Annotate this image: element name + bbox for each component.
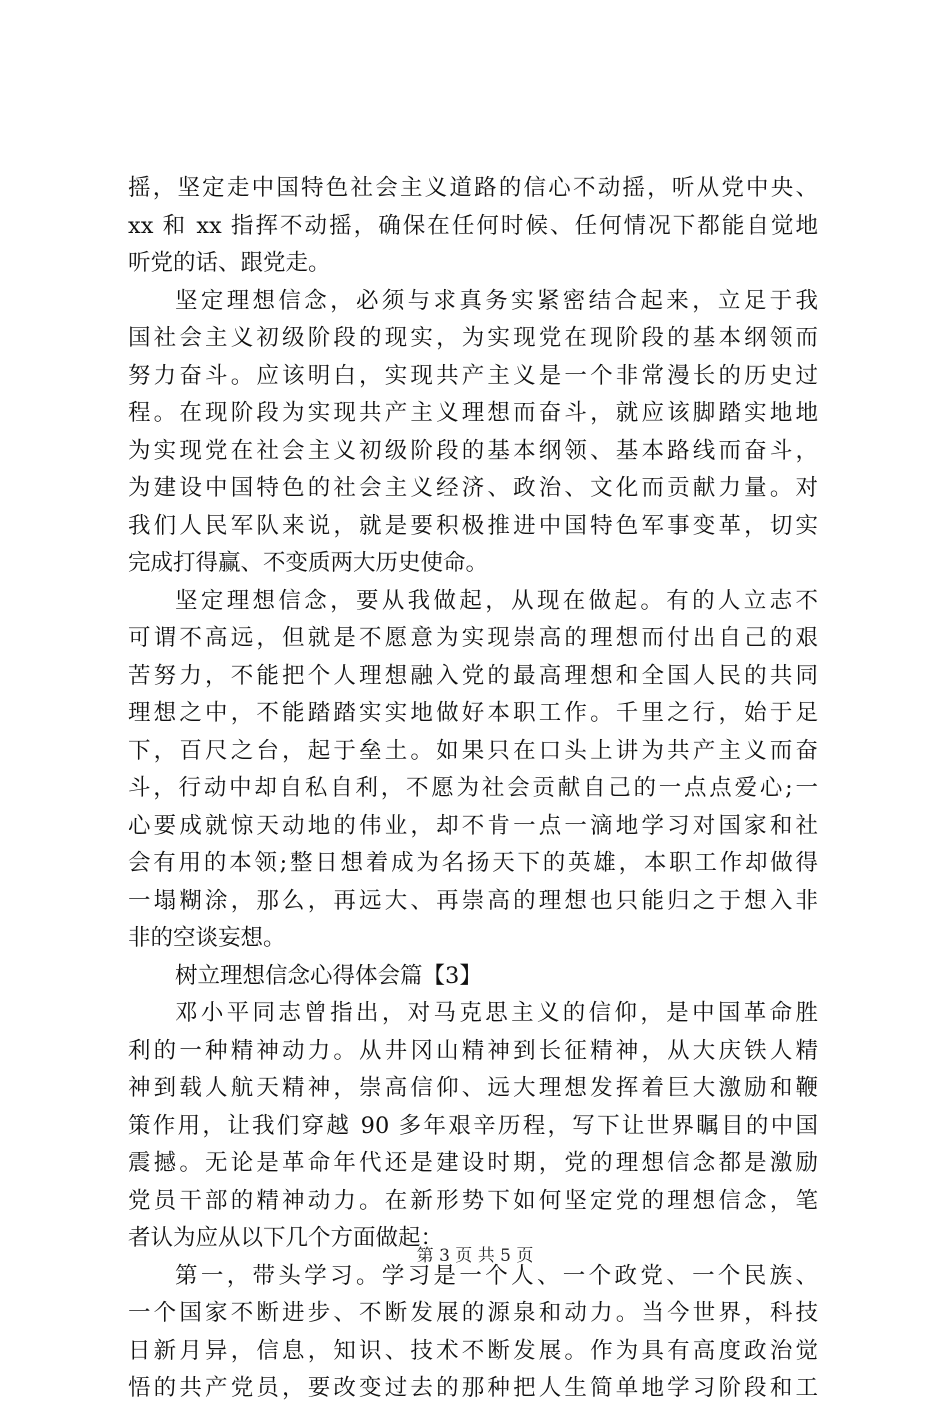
text-line: 理想之中，不能踏踏实实地做好本职工作。千里之行，始于足 bbox=[128, 700, 818, 726]
text-line: 听党的话、跟党走。 bbox=[128, 250, 331, 276]
text-line: 为建设中国特色的社会主义经济、政治、文化而贡献力量。对 bbox=[128, 475, 818, 501]
text-line: 利的一种精神动力。从井冈山精神到长征精神，从大庆铁人精 bbox=[128, 1037, 818, 1064]
text-line: 非的空谈妄想。 bbox=[128, 925, 286, 951]
text-line: 国社会主义初级阶段的现实，为实现党在现阶段的基本纲领而 bbox=[128, 325, 818, 351]
text-line: 会有用的本领;整日想着成为名扬天下的英雄，本职工作却做得 bbox=[128, 850, 818, 876]
page-footer: 第 3 页 共 5 页 bbox=[416, 1246, 534, 1266]
text-line: 斗，行动中却自私自利，不愿为社会贡献自己的一点点爱心;一 bbox=[128, 775, 818, 801]
text-line: 程。在现阶段为实现共产主义理想而奋斗，就应该脚踏实地地 bbox=[128, 400, 818, 426]
document-body bbox=[128, 170, 818, 1408]
text-line: 摇，坚定走中国特色社会主义道路的信心不动摇，听从党中央、 bbox=[128, 175, 818, 201]
text-line: xx 和 xx 指挥不动摇，确保在任何时候、任何情况下都能自觉地 bbox=[128, 212, 818, 239]
text-line: 坚定理想信念，必须与求真务实紧密结合起来，立足于我 bbox=[175, 287, 818, 314]
text-line: 悟的共产党员，要改变过去的那种把人生简单地学习阶段和工 bbox=[128, 1375, 818, 1401]
text-line: 我们人民军队来说，就是要积极推进中国特色军事变革，切实 bbox=[128, 512, 818, 539]
text-line: 一个国家不断进步、不断发展的源泉和动力。当今世界，科技 bbox=[128, 1300, 818, 1326]
text-line: 神到载人航天精神，崇高信仰、远大理想发挥着巨大激励和鞭 bbox=[128, 1075, 818, 1101]
text-line: 震撼。无论是革命年代还是建设时期，党的理想信念都是激励 bbox=[128, 1150, 818, 1176]
text-line: 苦努力，不能把个人理想融入党的最高理想和全国人民的共同 bbox=[128, 662, 818, 689]
text-line: 第一，带头学习。学习是一个人、一个政党、一个民族、 bbox=[175, 1262, 818, 1289]
text-line: 努力奋斗。应该明白，实现共产主义是一个非常漫长的历史过 bbox=[128, 362, 818, 389]
text-line: 一塌糊涂，那么，再远大、再崇高的理想也只能归之于想入非 bbox=[128, 887, 818, 914]
text-line: 党员干部的精神动力。在新形势下如何坚定党的理想信念，笔 bbox=[128, 1187, 818, 1214]
text-line: 坚定理想信念，要从我做起，从现在做起。有的人立志不 bbox=[175, 587, 818, 614]
text-line: 策作用，让我们穿越 90 多年艰辛历程，写下让世界瞩目的中国 bbox=[128, 1112, 818, 1139]
text-line: 日新月异，信息，知识、技术不断发展。作为具有高度政治觉 bbox=[128, 1337, 818, 1364]
text-line: 下，百尺之台，起于垒土。如果只在口头上讲为共产主义而奋 bbox=[128, 737, 818, 764]
text-line: 为实现党在社会主义初级阶段的基本纲领、基本路线而奋斗， bbox=[128, 437, 818, 464]
text-line: 可谓不高远，但就是不愿意为实现崇高的理想而付出自己的艰 bbox=[128, 625, 818, 651]
text-line: 邓小平同志曾指出，对马克思主义的信仰，是中国革命胜 bbox=[175, 1000, 818, 1026]
text-line: 心要成就惊天动地的伟业，却不肯一点一滴地学习对国家和社 bbox=[128, 812, 818, 839]
text-line: 树立理想信念心得体会篇【3】 bbox=[175, 962, 482, 989]
text-line: 者认为应从以下几个方面做起： bbox=[128, 1225, 444, 1251]
text-line: 完成打得赢、不变质两大历史使命。 bbox=[128, 550, 489, 576]
